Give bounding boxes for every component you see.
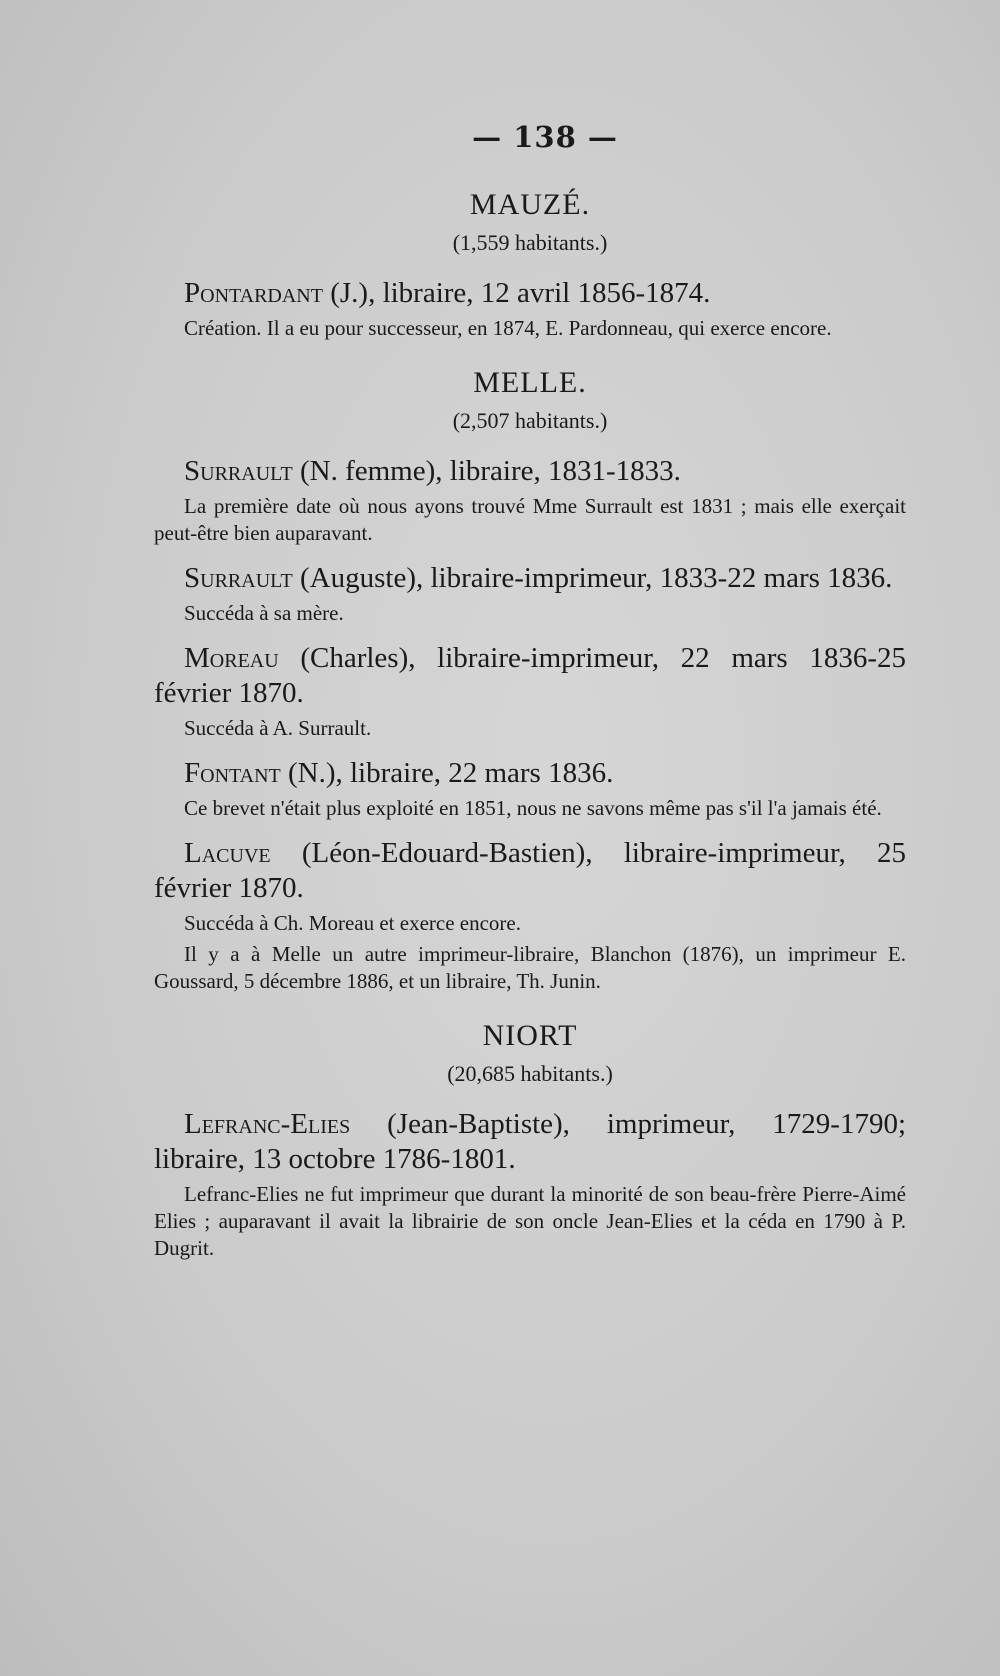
entry-details: (Jean-Baptiste), imprimeur, 1729-1790; libraire, 13 octobre 1786-1801. [154, 1108, 906, 1175]
printer-name: Pontardant [184, 277, 323, 309]
entry-note: Succéda à A. Surrault. [184, 716, 372, 740]
printer-entry [154, 836, 906, 995]
entry-note: Il y a à Melle un autre imprimeur-libraire, Blanchon (1876), un imprimeur E. Goussard, 5 décembre 1886, et un libraire, Th. Junin. [154, 942, 906, 993]
population-count: (20,685 habitants.) [447, 1061, 613, 1086]
entry-details: (J.), libraire, 12 avril 1856-1874. [322, 277, 711, 309]
printer-entry [154, 641, 906, 742]
entry-note: Succéda à Ch. Moreau et exerce encore. [184, 911, 521, 935]
printer-entry [154, 1107, 906, 1262]
population-count: (2,507 habitants.) [452, 408, 608, 433]
town-section [154, 1019, 906, 1262]
printer-name: Surrault [184, 455, 293, 487]
entry-heading [154, 836, 906, 906]
population-count: (1,559 habitants.) [452, 230, 608, 255]
printer-entry [154, 276, 906, 342]
entry-details: (N.), libraire, 22 mars 1836. [280, 757, 614, 789]
page-text [154, 120, 906, 1286]
printer-name: Moreau [184, 642, 279, 674]
entry-heading [154, 641, 906, 711]
entry-heading [154, 1107, 906, 1177]
page-number: — 138 — [472, 120, 618, 154]
entry-note: Lefranc-Elies ne fut imprimeur que durant la minorité de son beau-frère Pierre-Aimé Elies ; auparavant il avait la librairie de son oncle Jean-Elies et la céda en 1790 à P. Dugrit. [154, 1182, 906, 1260]
entry-note: La première date où nous ayons trouvé Mme Surrault est 1831 ; mais elle exerçait peut-être bien auparavant. [154, 494, 906, 545]
printer-entry [154, 756, 906, 822]
entry-heading [154, 756, 906, 791]
entry-heading [154, 561, 906, 596]
entry-note: Succéda à sa mère. [184, 601, 344, 625]
entry-details: (Auguste), libraire-imprimeur, 1833-22 mars 1836. [292, 562, 893, 594]
town-section [154, 366, 906, 995]
entry-details: (Charles), libraire-imprimeur, 22 mars 1836-25 février 1870. [154, 642, 906, 709]
town-section [154, 188, 906, 342]
printer-entry [154, 561, 906, 627]
printer-name: Fontant [184, 757, 281, 789]
entry-note: Création. Il a eu pour successeur, en 1874, E. Pardonneau, qui exerce encore. [184, 316, 832, 340]
printer-name: Lacuve [184, 837, 271, 869]
printer-name: Surrault [184, 562, 293, 594]
printer-entry [154, 454, 906, 547]
entry-details: (Léon-Edouard-Bastien), libraire-imprimeur, 25 février 1870. [154, 837, 906, 904]
printer-name: Lefranc-Elies [184, 1108, 351, 1140]
entry-note: Ce brevet n'était plus exploité en 1851, nous ne savons même pas s'il l'a jamais été. [184, 796, 882, 820]
town-heading: MAUZÉ. [469, 188, 591, 221]
sections-container [154, 188, 906, 1262]
entry-details: (N. femme), libraire, 1831-1833. [292, 455, 681, 487]
entry-heading [154, 276, 906, 311]
entry-heading [154, 454, 906, 489]
town-heading: MELLE. [473, 366, 587, 399]
town-heading: NIORT [482, 1019, 578, 1052]
